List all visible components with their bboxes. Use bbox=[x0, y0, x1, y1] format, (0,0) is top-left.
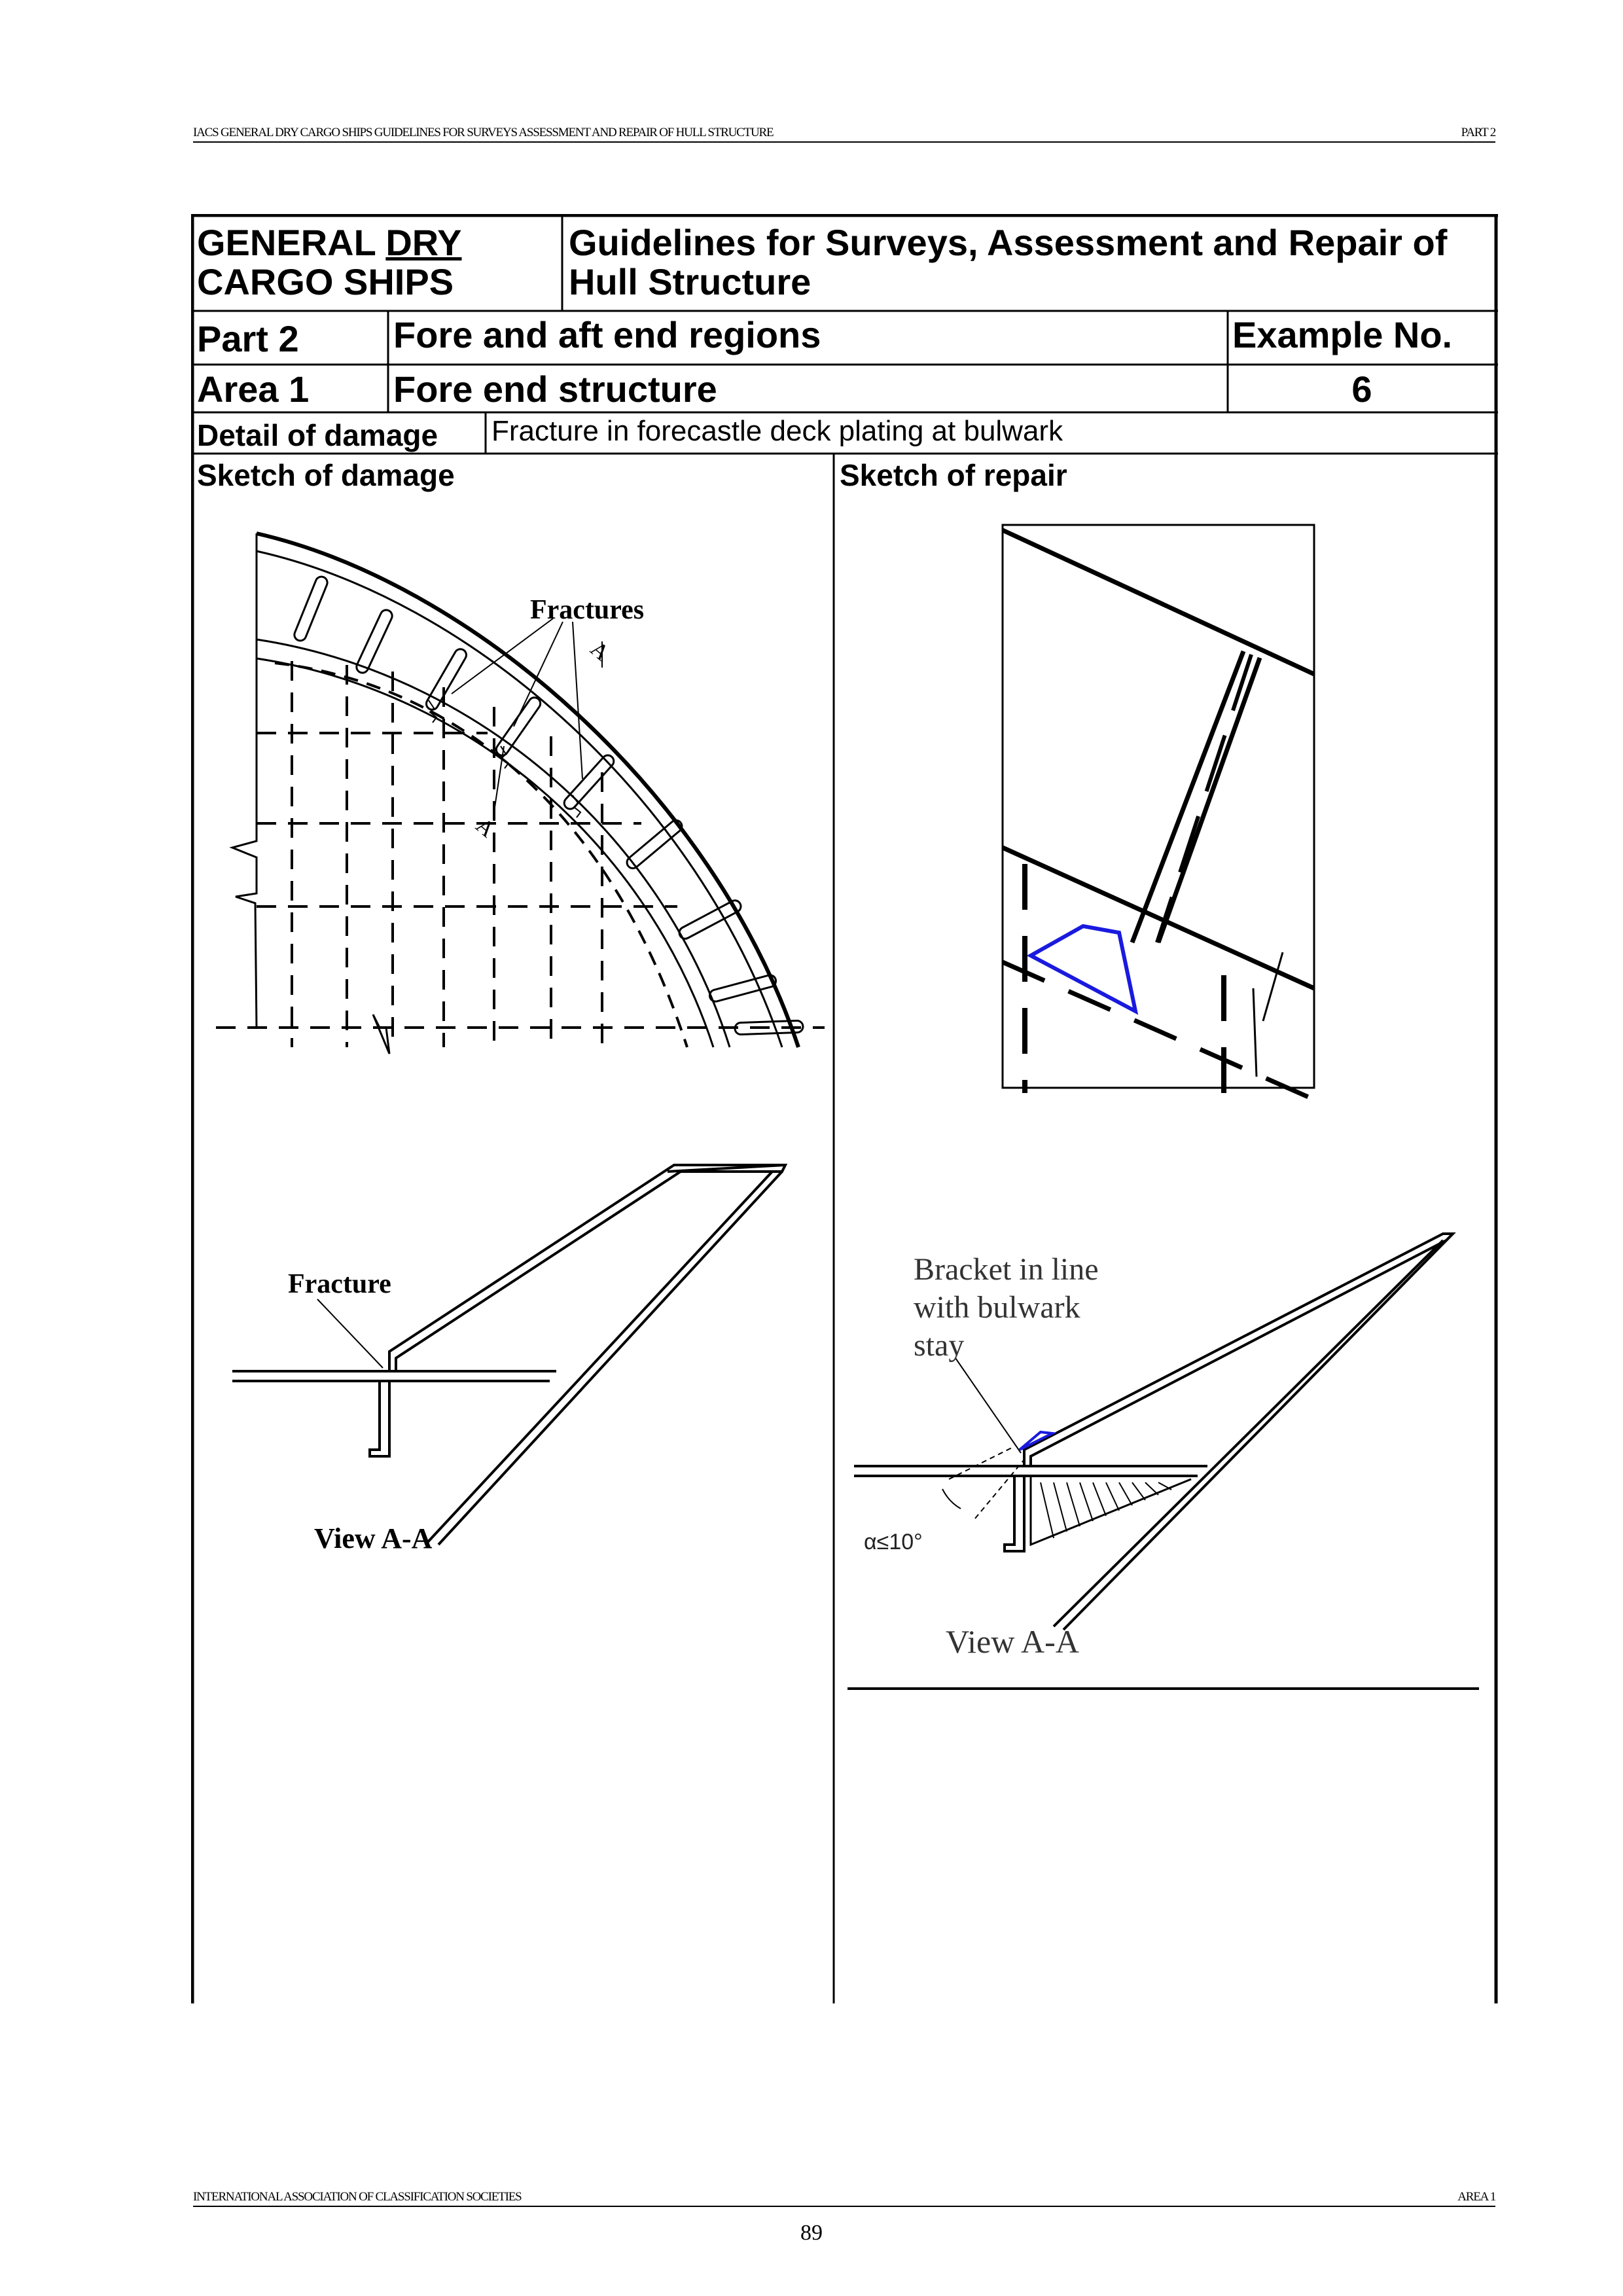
running-header-title: IACS GENERAL DRY CARGO SHIPS GUIDELINES FOR SURVEYS ASSESSMENT AND REPAIR OF HULL STRUCTURE bbox=[193, 126, 774, 139]
example-number: 6 bbox=[1351, 368, 1372, 410]
damage-example-sheet bbox=[191, 214, 1498, 2003]
section-marker-top: A bbox=[585, 636, 614, 666]
repair-view-aa-drawing bbox=[844, 1224, 1499, 1702]
example-label: Example No. bbox=[1232, 314, 1453, 355]
bracket-callout-line1: Bracket in line bbox=[914, 1252, 1099, 1287]
repair-detail-drawing bbox=[1001, 524, 1329, 1100]
sketch-damage-label: Sketch of damage bbox=[197, 458, 455, 492]
detail-label: Detail of damage bbox=[197, 418, 438, 452]
guideline-title-cell bbox=[569, 223, 1447, 302]
area-label: Area 1 bbox=[197, 368, 310, 410]
running-footer bbox=[193, 2189, 1495, 2207]
guideline-title-line2: Hull Structure bbox=[569, 260, 812, 302]
damage-view-aa-drawing bbox=[223, 1152, 798, 1571]
sketch-repair-label: Sketch of repair bbox=[840, 458, 1067, 492]
ship-type-general: GENERAL bbox=[197, 222, 386, 263]
running-header-part: PART 2 bbox=[1461, 126, 1495, 139]
section-marker-bottom: A bbox=[471, 813, 499, 842]
bracket-callout-line3: stay bbox=[914, 1328, 965, 1363]
detail-text: Fracture in forecastle deck plating at bulwark bbox=[491, 415, 1063, 447]
part-label: Part 2 bbox=[197, 318, 299, 359]
page-number: 89 bbox=[800, 2221, 823, 2245]
area-title: Fore end structure bbox=[393, 368, 717, 410]
running-footer-society: INTERNATIONAL ASSOCIATION OF CLASSIFICATION SOCIETIES bbox=[193, 2190, 522, 2204]
fractures-callout: Fractures bbox=[530, 595, 645, 625]
damage-view-title: View A-A bbox=[314, 1522, 433, 1554]
ship-type-cell bbox=[197, 223, 462, 302]
ship-type-cargo-ships: CARGO SHIPS bbox=[197, 260, 454, 302]
damage-plan-drawing bbox=[196, 511, 838, 1100]
running-header bbox=[193, 124, 1495, 143]
guideline-title-line1: Guidelines for Surveys, Assessment and Repair of bbox=[569, 222, 1448, 263]
fracture-callout: Fracture bbox=[288, 1269, 391, 1299]
part-title: Fore and aft end regions bbox=[393, 314, 821, 355]
bracket-callout-line2: with bulwark bbox=[914, 1290, 1080, 1325]
ship-type-dry: DRY bbox=[385, 222, 462, 263]
running-footer-area: AREA 1 bbox=[1457, 2190, 1495, 2204]
repair-view-title: View A-A bbox=[946, 1623, 1079, 1660]
angle-label: α≤10° bbox=[864, 1530, 923, 1554]
